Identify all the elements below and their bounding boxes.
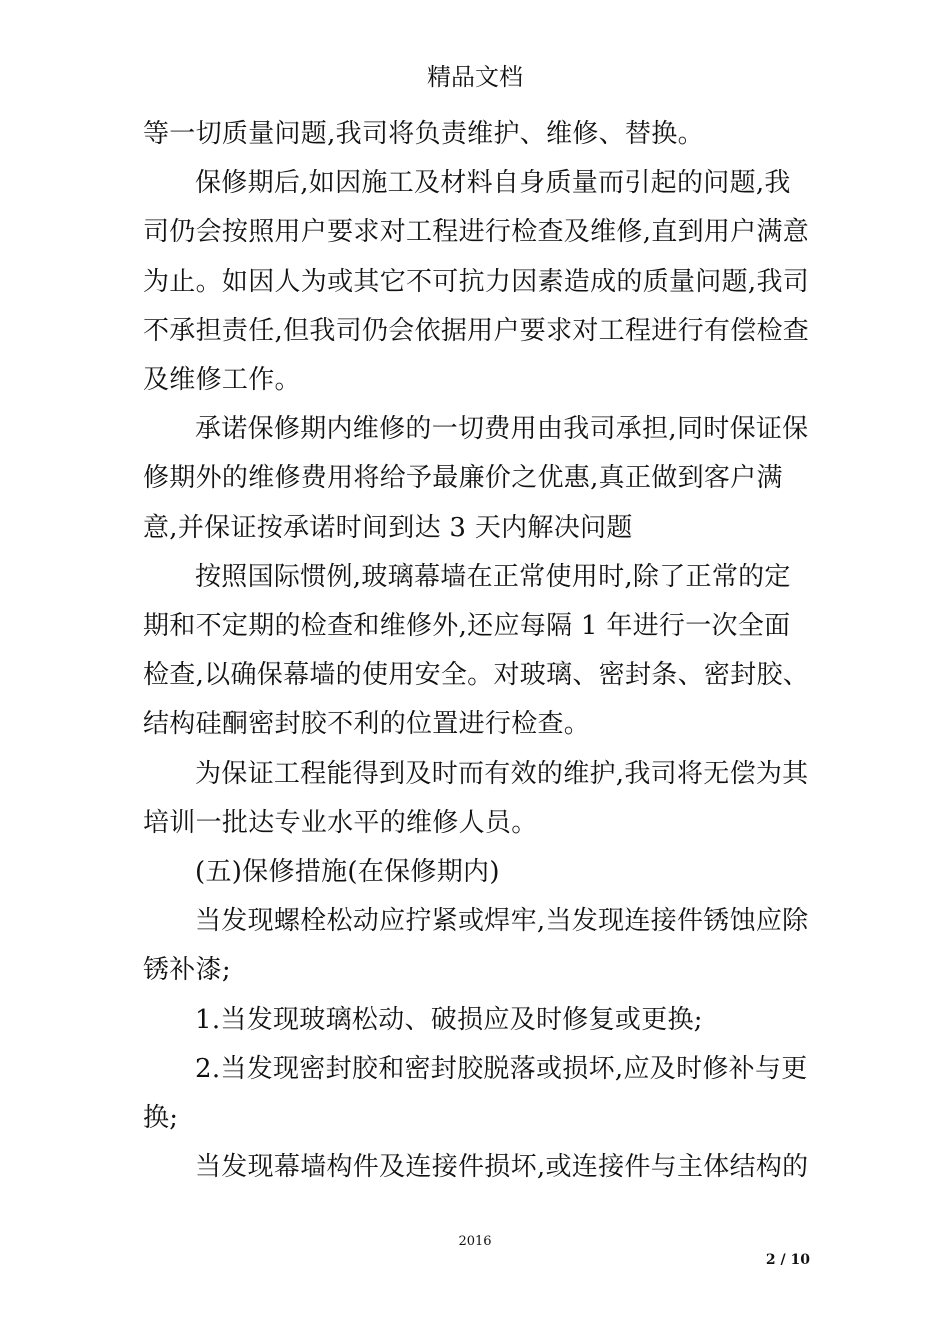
list-item-sealant: 2.当发现密封胶和密封胶脱落或损坏,应及时修补与更换; (143, 1053, 808, 1134)
page-number: 2 / 10 (765, 1252, 810, 1268)
section-heading-warranty-measures: (五)保修措施(在保修期内) (195, 857, 500, 888)
paragraph-cost-commitment: 承诺保修期内维修的一切费用由我司承担,同时保证保修期外的维修费用将给予最廉价之优惠,真正做到客户满意,并保证按承诺时间到达 3 天内解决问题 (143, 414, 809, 543)
paragraph-components: 当发现幕墙构件及连接件损坏,或连接件与主体结构的 (195, 1152, 809, 1183)
list-item-glass: 1.当发现玻璃松动、破损应及时修复或更换; (195, 1004, 703, 1035)
paragraph-bolts: 当发现螺栓松动应拧紧或焊牢,当发现连接件锈蚀应除锈补漆; (143, 906, 809, 986)
page-header-title: 精品文档 (427, 63, 523, 91)
document-body (143, 110, 813, 1192)
paragraph-international-practice: 按照国际惯例,玻璃幕墙在正常使用时,除了正常的定期和不定期的检查和维修外,还应每隔 1 年进行一次全面检查,以确保幕墙的使用安全。对玻璃、密封条、密封胶、结构硅酮密封胶不利的位置进行检查。 (143, 561, 810, 740)
paragraph-training: 为保证工程能得到及时而有效的维护,我司将无偿为其培训一批达专业水平的维修人员。 (143, 758, 809, 838)
footer-year: 2016 (458, 1234, 492, 1249)
paragraph-after-warranty: 保修期后,如因施工及材料自身质量而引起的问题,我司仍会按照用户要求对工程进行检查及维修,直到用户满意为止。如因人为或其它不可抗力因素造成的质量问题,我司不承担责任,但我司仍会依据用户要求对工程进行有偿检查及维修工作。 (143, 168, 810, 396)
paragraph-continuation: 等一切质量问题,我司将负责维护、维修、替换。 (143, 119, 704, 149)
